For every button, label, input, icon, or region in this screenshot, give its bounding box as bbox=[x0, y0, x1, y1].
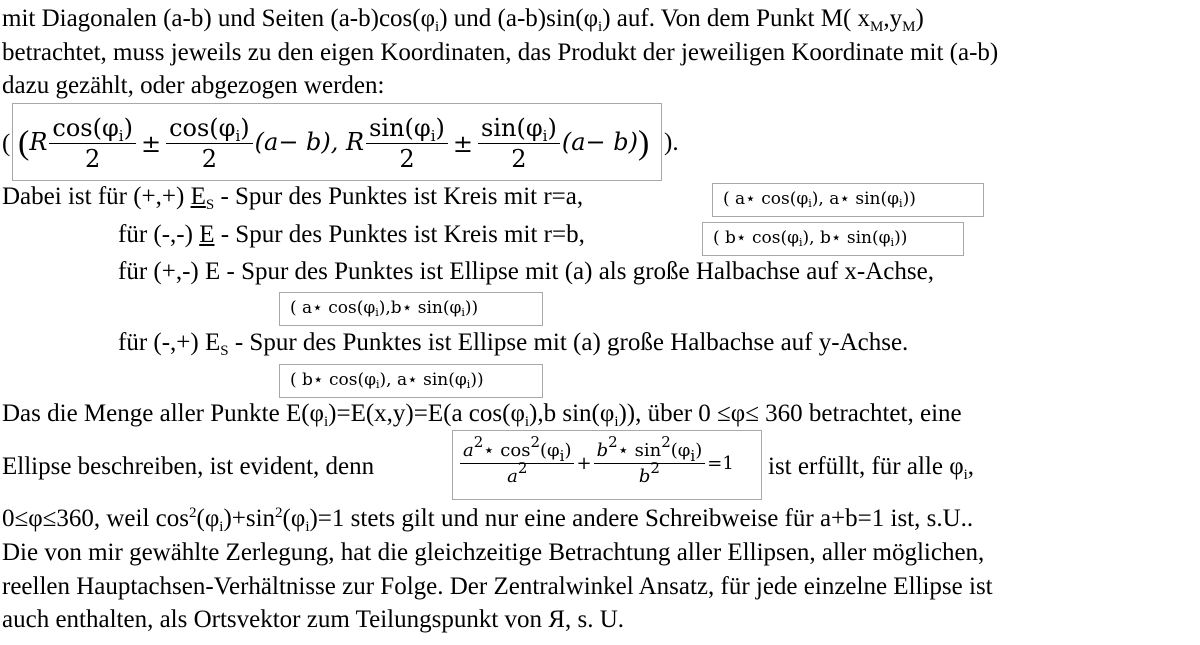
text-segment: )=1 stets gilt und nur eine andere Schreibweise für a+b=1 ist, s.U.. bbox=[309, 505, 974, 532]
cos-label: cos(φ bbox=[169, 114, 236, 142]
text-segment: - Spur des Punktes ist Kreis mit r=b, bbox=[214, 221, 585, 248]
text-segment: für (-,-) bbox=[118, 221, 200, 248]
text-segment: )+sin bbox=[223, 505, 276, 532]
vec-part: )) bbox=[902, 189, 916, 209]
text-line-13 bbox=[2, 504, 973, 534]
superscript: 2 bbox=[608, 432, 618, 451]
text-segment: mit Diagonalen (a-b) und Seiten (a-b)cos(φ bbox=[2, 5, 436, 32]
vec-part: ), a bbox=[379, 370, 408, 390]
formula-end: ). bbox=[664, 129, 679, 156]
var-b: b bbox=[638, 465, 651, 487]
text-segment: ),b sin(φ bbox=[529, 400, 615, 427]
superscript: 2 bbox=[661, 432, 671, 451]
text-line-case-3: für (+,-) E - Spur des Punktes ist Ellipse mit (a) als große Halbachse auf x-Achse, bbox=[118, 258, 934, 285]
subscript: S bbox=[220, 343, 229, 359]
superscript: 2 bbox=[650, 458, 660, 477]
text-segment: )), über 0 ≤φ≤ 360 betrachtet, eine bbox=[618, 400, 962, 427]
subscript: i bbox=[375, 378, 380, 391]
vec-part: )) bbox=[464, 298, 479, 318]
vec-part: ), b bbox=[802, 228, 831, 248]
text-segment: Das die Menge aller Punkte E(φ bbox=[2, 400, 324, 427]
subscript: i bbox=[118, 127, 124, 145]
plus-minus: ± bbox=[140, 129, 162, 158]
subscript: i bbox=[305, 519, 310, 535]
subscript: i bbox=[614, 414, 619, 430]
text-segment: , bbox=[967, 453, 975, 480]
fraction-b bbox=[594, 432, 706, 490]
subscript: i bbox=[899, 197, 903, 210]
vec-part: ⋆ cos(φ bbox=[745, 189, 809, 209]
subscript: i bbox=[524, 414, 530, 430]
e-letter: E bbox=[190, 183, 206, 210]
text-segment: (φ bbox=[282, 505, 306, 532]
factor-ab: (a− b), R bbox=[254, 128, 365, 156]
var-b: b bbox=[596, 439, 609, 461]
fraction-a bbox=[460, 432, 574, 490]
plus-sign: + bbox=[576, 453, 592, 474]
superscript: 2 bbox=[189, 505, 197, 521]
subscript: M bbox=[902, 19, 916, 35]
text-line-2: betrachtet, muss jeweils zu den eigen Koordinaten, das Produkt der jeweiligen Koordinate mit (a-b) bbox=[2, 39, 999, 66]
var-a: a bbox=[507, 465, 518, 487]
text-segment: (φ bbox=[196, 505, 220, 532]
equals-one: =1 bbox=[707, 453, 734, 474]
vec-part: ⋆ sin(φ bbox=[401, 298, 462, 318]
subscript: i bbox=[435, 19, 440, 35]
text-segment: Dabei ist für (+,+) bbox=[2, 183, 191, 210]
text-segment: ) bbox=[915, 5, 924, 32]
text-segment: ) auf. Von dem Punkt M( x bbox=[602, 5, 871, 32]
subscript: i bbox=[461, 306, 465, 319]
text-line-case-1 bbox=[2, 182, 583, 212]
paren-close: ) bbox=[564, 439, 572, 461]
text-line-case-4 bbox=[118, 328, 908, 358]
denominator: 2 bbox=[201, 145, 217, 173]
superscript: 2 bbox=[473, 432, 484, 451]
subscript: i bbox=[375, 306, 379, 319]
text-line-14: Die von mir gewählte Zerlegung, hat die gleichzeitige Betrachtung aller Ellipsen, aller möglichen, bbox=[2, 539, 985, 566]
vec-part: ( a bbox=[290, 298, 313, 318]
vec-part: )) bbox=[470, 370, 484, 390]
vec-part: ⋆ sin(φ bbox=[839, 189, 900, 209]
e-letter: E bbox=[199, 221, 215, 248]
paren: ) bbox=[637, 124, 650, 162]
var-R: R bbox=[29, 128, 48, 156]
subscript: S bbox=[205, 197, 215, 213]
text-segment: ) und (a-b)sin(φ bbox=[439, 5, 599, 32]
paren-close: ) bbox=[547, 114, 557, 142]
vec-part: ),b bbox=[378, 298, 402, 318]
fraction-sin-2 bbox=[478, 113, 560, 174]
ellipse-symbol bbox=[190, 183, 215, 213]
subscript: i bbox=[598, 19, 603, 35]
vec-part: ⋆ sin(φ bbox=[407, 370, 467, 390]
text-line-12b bbox=[768, 452, 974, 482]
text-segment: 0≤φ≤360, weil cos bbox=[2, 505, 189, 532]
text-segment: - Spur des Punktes ist Kreis mit r=a, bbox=[214, 183, 584, 210]
fraction-cos bbox=[49, 113, 136, 174]
denominator: 2 bbox=[85, 145, 101, 173]
text-line-3: dazu gezählt, oder abgezogen werden: bbox=[2, 72, 385, 99]
subscript: i bbox=[690, 446, 696, 465]
subscript: i bbox=[808, 197, 812, 210]
denominator: 2 bbox=[511, 145, 527, 173]
subscript: i bbox=[430, 127, 436, 145]
text-line-16: auch enthalten, als Ortsvektor zum Teilungspunkt von Я, s. U. bbox=[2, 606, 624, 633]
sin-label: ⋆ sin bbox=[617, 439, 662, 461]
subscript: i bbox=[466, 378, 471, 391]
ellipse-equation bbox=[458, 432, 734, 496]
vec-part: ( a bbox=[723, 189, 746, 209]
paren: ( bbox=[18, 124, 30, 162]
subscript: M bbox=[870, 19, 884, 35]
plus-minus: ± bbox=[452, 129, 474, 158]
superscript: 2 bbox=[517, 458, 528, 477]
text-segment: ,y bbox=[883, 5, 903, 32]
text-line-11 bbox=[2, 399, 962, 429]
vec-part: ( b bbox=[290, 370, 313, 390]
paren-close: ) bbox=[435, 114, 445, 142]
subscript: i bbox=[963, 467, 968, 483]
paren-close: ) bbox=[240, 114, 250, 142]
phi: (φ bbox=[539, 439, 560, 461]
vec-part: ⋆ cos(φ bbox=[312, 370, 376, 390]
text-segment: ist erfüllt, für alle φ bbox=[768, 453, 964, 480]
text-line-case-2 bbox=[118, 220, 585, 250]
subscript: i bbox=[890, 236, 895, 249]
superscript: 2 bbox=[275, 505, 283, 521]
cos-label: ⋆ cos bbox=[483, 439, 531, 461]
fraction-sin bbox=[366, 113, 448, 174]
paren-close: ) bbox=[123, 114, 133, 142]
factor-ab-2: (a− b) bbox=[561, 128, 638, 156]
denominator: 2 bbox=[399, 145, 415, 173]
subscript: i bbox=[559, 446, 565, 465]
cos-label: cos(φ bbox=[52, 114, 119, 142]
formula-content bbox=[18, 106, 649, 178]
var-a: a bbox=[463, 439, 474, 461]
text-line-15: reellen Hauptachsen-Verhältnisse zur Folge. Der Zentralwinkel Ansatz, für jede einzelne Ellipse ist bbox=[2, 573, 993, 600]
text-segment: - Spur des Punktes ist Ellipse mit (a) große Halbachse auf y-Achse. bbox=[228, 329, 909, 356]
vec-part: ( b bbox=[713, 228, 736, 248]
vec-part: ⋆ cos(φ bbox=[312, 298, 376, 318]
superscript: 2 bbox=[530, 432, 540, 451]
subscript: i bbox=[235, 127, 241, 145]
fraction-cos-2 bbox=[166, 113, 253, 174]
vector-box-2 bbox=[702, 222, 964, 256]
text-segment: für (-,+) E bbox=[118, 329, 221, 356]
text-segment: )=E(x,y)=E(a cos(φ bbox=[328, 400, 525, 427]
vector-box-3 bbox=[279, 292, 543, 326]
paren-open: ( bbox=[2, 130, 11, 157]
text-line-1 bbox=[2, 4, 924, 34]
text-line-12a: Ellipse beschreiben, ist evident, denn bbox=[2, 453, 375, 480]
sin-label: sin(φ bbox=[369, 114, 431, 142]
vec-part: ⋆ sin(φ bbox=[830, 228, 891, 248]
vec-part: ⋆ cos(φ bbox=[735, 228, 799, 248]
vec-part: ), a bbox=[811, 189, 840, 209]
subscript: i bbox=[323, 414, 329, 430]
vector-box-1 bbox=[712, 183, 984, 217]
subscript: i bbox=[542, 127, 548, 145]
phi: (φ bbox=[670, 439, 691, 461]
subscript: i bbox=[219, 519, 224, 535]
formula-coordinates bbox=[2, 106, 10, 182]
vec-part: )) bbox=[894, 228, 908, 248]
vector-box-4 bbox=[279, 364, 543, 398]
sin-label: sin(φ bbox=[481, 114, 543, 142]
paren-close: ) bbox=[695, 439, 703, 461]
subscript: i bbox=[798, 236, 803, 249]
